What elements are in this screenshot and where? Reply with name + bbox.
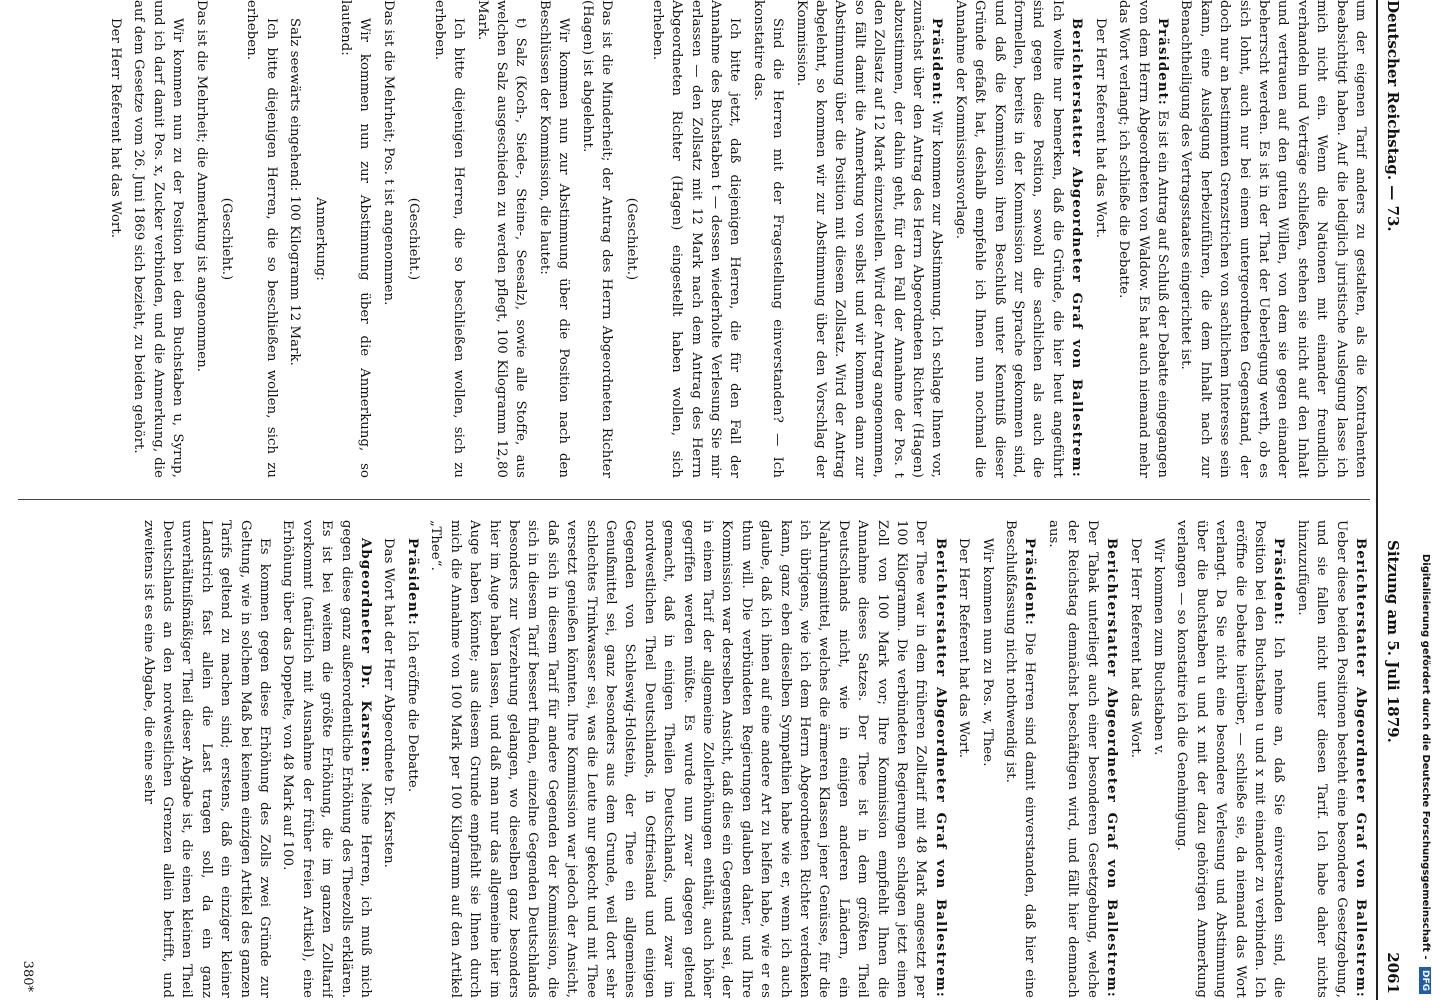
paragraph-text: Der Tabak unterliegt auch einer besonderen Gesetzgebung, welche der Reichstag demnächst beschäftigen wird, und fällt hier demnach aus. bbox=[1045, 520, 1100, 998]
speech-paragraph bbox=[403, 520, 422, 998]
paragraph-text: Ich wollte nur bemerken, daß die Gründe, die hier heut angeführt sind gegen diese Position, sowohl die sachlichen als auch die formellen, bereits in der Kommission zur Sprache gekommen sind, und daß die Kommission ihren Beschluß unter Kenntniß dieser Gründe gefaßt hat, deshalb empfehle ich Ihnen nun nochmal die Annahme der Kommissionsvorlage. bbox=[952, 0, 1065, 478]
paragraph-text: Ich nehme an, daß Sie einverstanden sind, die Position bei den Buchstaben u und x mit einander zu verbinden. Ich eröffne die Debatte hierüber, — schließe sie, da niemand das Wort verlangt. Da Sie nicht eine besondere Verlesung und Abstimmung über die Buchstaben u und x mit der dazu gehörigen Anmerkung verlangen — so konstatire ich die Genehmigung. bbox=[1174, 520, 1287, 998]
speech-paragraph bbox=[791, 0, 946, 478]
left-column bbox=[18, 0, 1370, 478]
speaker-name: Abgeordneter Dr. Karsten: bbox=[358, 538, 374, 774]
paragraph-text: Es ist ein Antrag auf Schluß der Debatte eingegangen von dem Herrn Abgeordneten von Waldow. Es hat auch niemand mehr das Wort verlangt; ich schließe die Debatte. bbox=[1116, 0, 1170, 478]
page-number: 2061 bbox=[1384, 952, 1402, 994]
digitization-note bbox=[1414, 0, 1432, 1000]
paragraph bbox=[242, 0, 281, 478]
speaker-name: Präsident: bbox=[929, 18, 945, 107]
speech-paragraph bbox=[426, 520, 950, 998]
paragraph bbox=[429, 0, 468, 478]
paragraph bbox=[1149, 520, 1168, 998]
stage-direction bbox=[404, 0, 423, 478]
header-center: Sitzung am 5. Juli 1879. bbox=[1384, 540, 1402, 743]
paragraph bbox=[577, 0, 616, 478]
paragraph-text: Wir kommen nun zu der Position bei dem Buchstaben u, Syrup, und ich darf damit Pos. x, Zucker verbinden, und die Anmerkung, die auf dem Gesetze vom 26. Juni 1869 sich bezieht, zu beiden gehört. bbox=[131, 0, 186, 478]
paragraph-text: Das ist die Minderheit; der Antrag des Herrn Abgeordneten Richter (Hagen) ist abgelehnt. bbox=[579, 0, 614, 478]
paragraph-text: Der Herr Referent hat das Wort. bbox=[1092, 18, 1108, 239]
paragraph bbox=[191, 0, 210, 478]
header-rule bbox=[1376, 0, 1378, 1000]
stage-direction bbox=[217, 0, 236, 478]
paragraph-text: t) Salz (Koch-, Siede-, Steine-, Seesalz), sowie alle Stoffe, aus welchen Salz ausgeschieden zu werden pflegt, 100 Kilogramm 12,80 Mark. bbox=[474, 0, 529, 478]
paragraph-text: Wir kommen nun zur Abstimmung über die Position nach den Beschlüssen der Kommission, die lautet: bbox=[536, 0, 572, 478]
speaker-name: Präsident: bbox=[1022, 538, 1038, 627]
paragraph-text: Der Herr Referent hat das Wort. bbox=[956, 538, 972, 759]
paragraph bbox=[977, 520, 996, 998]
paragraph-text: Ich bitte jetzt, daß diejenigen Herren, die für den Fall der Annahme des Buchstaben t — dessen wiederholte Verlesung Sie mir erlassen — den Zollsatz mit 12 Mark nach dem Antrag des Herrn Abgeordneten Richter (Hagen) eingestellt haben wollen, sich erheben. bbox=[649, 0, 743, 478]
paragraph bbox=[1090, 0, 1109, 478]
digitization-text: Digitalisierung gefördert durch die Deutsche Forschungsgemeinschaft - bbox=[1420, 553, 1431, 960]
paragraph-text: Meine Herren, ich muß mich gegen diese ganz außerordentliche Erhöhung des Theezolls erklären. Es ist bei weitem die größte Erhöhung, die im ganzen Zolltarif vorkommt (natürlich mit Ausnahme der früher freien Artikel), eine Erhöhung über das Doppelte, von 48 Mark auf 100. bbox=[280, 520, 374, 998]
paragraph-text: Wir kommen nun zu Pos. w, Thee. bbox=[979, 538, 995, 767]
dfg-logo: DFG bbox=[1419, 967, 1431, 994]
paragraph bbox=[379, 520, 398, 998]
paragraph-text: Das ist die Mehrheit; Pos. t ist angenommen. bbox=[380, 0, 396, 306]
paragraph bbox=[534, 0, 573, 478]
paragraph-text: Der Thee war in dem früheren Zolltarif mit 48 Mark angesetzt per 100 Kilogramm. Die verbündeten Regierungen schlagen jetzt einen Zoll von 100 Mark vor; Ihre Kommission empfiehlt Ihnen die Annahme dieses Satzes. Der Thee ist in dem größten Theil Deutschlands nicht, wie in einigen anderen Ländern, ein Nahrungsmittel, welches die ärmeren Klassen jener Genüsse, für die ich übrigens, wie ich dem Herrn Abgeordneten Richter verdenken kann, ganz eben dieselben Sympathien habe wie er, wenn ich auch glaube, daß ich ihnen auf eine andere Art zu helfen habe, wie er es thun will. Die verbündeten Regierungen glauben daher, und Ihre Kommission war derselben Ansicht, daß dies ein Gegenstand sei, der in einem Tarif der allgemeine Zollerhöhungen enthält, auch höher gegriffen werden müßte. Es wurde nun zwar dagegen geltend gemacht, daß in einigen Theilen Deutschlands, und zwar im nordwestlichen Theil Deutschlands, in Ostfriesland und einigen Gegenden von Schleswig-Holstein, der Thee ein allgemeines Genußmittel sei, ganz besonders aus dem Grunde, weil dort sehr schlechtes Trinkwasser sei, was die Leute nur gekocht und mit Thee versetzt genießen könnten. Ihre Kommission war jedoch der Ansicht, daß sich in diesem Tarif für andere Gegenden der Kommission, die sich in diesem Tarif bessert finden, einzelne Gegenden Deutschlands besonders zur Verzehrung gelangen, wo dieselben ganz besonders hier im Auge haben lassen, und daß man nur das allgemeine hier im Auge haben könnte; aus diesem Grunde empfiehlt sie Ihnen durch mich die Annahme von 100 Mark per 100 Kilogramm auf den Artikel „Thee“. bbox=[428, 520, 929, 998]
stage-direction bbox=[310, 0, 329, 478]
paragraph bbox=[379, 0, 398, 478]
speaker-name: Berichterstatter Abgeordneter Graf von Ballestrem: bbox=[1069, 18, 1085, 478]
rotated-page bbox=[10, 0, 1410, 1000]
page-content bbox=[10, 0, 1410, 1000]
speech-paragraph bbox=[278, 520, 375, 998]
paragraph-text: Das Wort hat der Herr Abgeordnete Dr. Karsten. bbox=[381, 538, 397, 868]
paragraph-text: Die Herren sind damit einverstanden, daß hier eine Beschlußfassung nicht nothwendig ist. bbox=[1003, 520, 1038, 998]
paragraph bbox=[472, 0, 530, 478]
paragraph-text: Ueber diese beiden Positionen besteht eine besondere Gesetzgebung, und sie fallen nicht unter diesen Tarif. Ich habe daher nichts hinzuzufügen. bbox=[1294, 520, 1349, 998]
speaker-name: Berichterstatter Abgeordneter Graf von Ballestrem: bbox=[1104, 538, 1120, 998]
paragraph bbox=[1176, 0, 1370, 478]
speech-paragraph bbox=[1292, 520, 1370, 998]
paragraph-text: Der Herr Referent hat das Wort. bbox=[108, 18, 124, 239]
paragraph bbox=[336, 0, 375, 478]
paragraph bbox=[748, 0, 787, 478]
paragraph-text: (Geschieht.) bbox=[624, 197, 640, 281]
paragraph bbox=[285, 0, 304, 478]
paragraph-text: um der eigenen Tarif anders zu gestalten, als die Kontrahenten beabsichtigt haben. Auf die lediglich juristische Auslegung lasse ich mich nicht ein. Wenn die Nationen mit einander freundlich verhandeln und Verträge schließen, stehen sie nicht auf den Inhalt und vertrauen auf den guten Willen, von dem sie gegen einander beherrscht werden. Es ist in der That der Ueberlegung werth, ob es sich lohnt, auch nur bei einem untergeordneten Gegenstand, der doch nur an bestimmten Grenzstrichen von sachlichem Interesse sein kann, eine Auslegung herbeizuführen, die dem Inhalt nach zur Benachtheiligung des Vertragsstaates eingerichtet ist. bbox=[1178, 0, 1368, 478]
paragraph-text: Salz seewärts eingehend: 100 Kilogramm 12 Mark. bbox=[287, 18, 303, 366]
right-column bbox=[18, 520, 1370, 998]
paragraph bbox=[1125, 520, 1144, 998]
paragraph-text: Ich bitte diejenigen Herren, die so beschließen wollen, sich zu erheben. bbox=[244, 0, 279, 478]
speaker-name: Präsident: bbox=[1271, 538, 1287, 627]
speaker-name: Präsident: bbox=[1154, 18, 1170, 107]
paragraph-text: Wir kommen zur Abstimmung. Ich schlage Ihnen vor, zunächst über den Antrag des Herrn Abgeordneten Richter (Hagen) abzustimmen, der dahin geht, für den Fall der Annahme der Pos. t den Zollsatz auf 12 Mark einzustellen. Wird der Antrag angenommen, so fällt damit die Anmerkung von selbst und wir kommen dann zur Abstimmung über die Position mit diesem Zollsatz. Wird der Antrag abgelehnt, so kommen wir zur Abstimmung über den Vorschlag der Kommission. bbox=[793, 0, 945, 478]
paragraph bbox=[954, 520, 973, 998]
paragraph-text: (Geschieht.) bbox=[219, 197, 235, 281]
speech-paragraph bbox=[1172, 520, 1288, 998]
speaker-name: Berichterstatter Abgeordneter Graf von Ballestrem: bbox=[1353, 538, 1368, 998]
paragraph-text: Ich bitte diejenigen Herren, die so beschließen wollen, sich zu erheben. bbox=[431, 0, 467, 478]
speaker-name: Berichterstatter Abgeordneter Graf von Ballestrem: bbox=[932, 538, 948, 998]
speaker-name: Präsident: bbox=[404, 538, 420, 627]
speech-paragraph bbox=[1001, 520, 1040, 998]
paragraph bbox=[106, 0, 125, 478]
paragraph-text: Wir kommen zum Buchstaben v. bbox=[1150, 538, 1166, 756]
paragraph-text: (Geschieht.) bbox=[406, 197, 422, 281]
paragraph bbox=[647, 0, 744, 478]
running-head bbox=[1380, 0, 1402, 1000]
speech-paragraph bbox=[950, 0, 1086, 478]
paragraph bbox=[129, 0, 187, 478]
header-left: Deutscher Reichstag. — 73. bbox=[1384, 0, 1402, 232]
paragraph bbox=[138, 520, 274, 998]
paragraph-text: Ich eröffne die Debatte. bbox=[404, 630, 420, 793]
signature-mark: 380* bbox=[20, 960, 35, 992]
speech-paragraph bbox=[1114, 0, 1172, 478]
paragraph-text: Anmerkung: bbox=[312, 197, 328, 281]
paragraph-text: Es kommen gegen diese Erhöhung des Zolls zwei Gründe zur Geltung, wie in solchem Maß bei keinem einzigen Artikel des ganzen Tarifs geltend zu machen sind; erstens, daß ein einziger kleiner Landstrich fast allein die Last tragen soll, da ein ganz unverhältnißmäßiger Theil dieser Abgabe ist, die einen kleinen Theil Deutschlands an den nordwestlichen Grenzen allein betrifft, und zweitens ist es eine Abgabe, die eine sehr bbox=[140, 520, 273, 998]
stage-direction bbox=[622, 0, 641, 478]
paragraph-text: Das ist die Mehrheit; die Anmerkung ist angenommen. bbox=[193, 0, 209, 373]
column-separator bbox=[18, 499, 1370, 500]
paragraph-text: Sind die Herren mit der Fragestellung einverstanden? — Ich konstatire das. bbox=[750, 0, 786, 478]
paragraph-text: Der Herr Referent hat das Wort. bbox=[1127, 538, 1143, 759]
speech-paragraph bbox=[1044, 520, 1122, 998]
paragraph-text: Wir kommen nun zur Abstimmung über die Anmerkung, so lautend: bbox=[338, 0, 373, 478]
